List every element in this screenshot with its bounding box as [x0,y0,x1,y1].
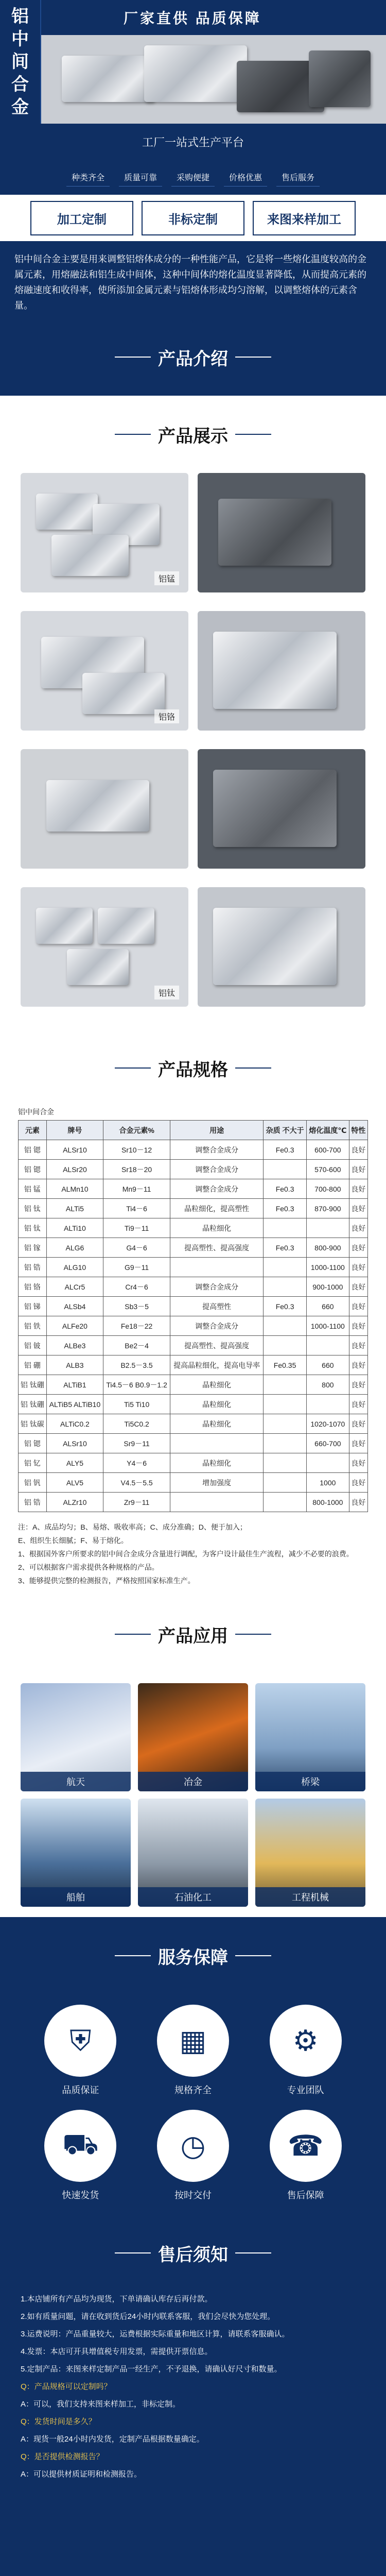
applications-heading: 产品应用 [115,1622,271,1647]
gallery-image [198,887,365,1007]
table-cell [264,1434,307,1453]
table-cell: 良好 [349,1199,367,1218]
table-row [19,1160,368,1179]
table-cell: 铝 锶 [19,1140,47,1160]
after-sales-notes [0,2284,386,2576]
table-row [19,1297,368,1316]
feature-tag: 价格优惠 [224,168,267,187]
after-sales-item: 5.定制产品：来图来样定制产品一经生产，不予退换，请确认好尺寸和数量。 [21,2365,282,2374]
hero-vertical-title: 铝 中 间 合 金 [0,0,41,124]
table-cell: 铝 铁 [19,1316,47,1336]
table-cell: ALTiB1 [46,1375,103,1395]
table-cell: Mn9－11 [103,1179,170,1199]
table-cell: ALV5 [46,1473,103,1493]
gallery-caption: 铝铬 [154,709,179,723]
table-cell: ALSr10 [46,1140,103,1160]
table-cell: 良好 [349,1453,367,1473]
after-sales-item: 2.如有质量问题，请在收到货后24小时内联系客服，我们会尽快为您处理。 [21,2312,275,2321]
table-cell [264,1218,307,1238]
table-cell: Zr9－11 [103,1493,170,1512]
spec-table-title: 铝中间合金 [18,1108,54,1116]
table-cell: Ti5C0.2 [103,1414,170,1434]
table-cell: 铝 铍 [19,1336,47,1355]
table-cell: 良好 [349,1160,367,1179]
table-cell: 良好 [349,1375,367,1395]
table-cell: 660 [306,1355,349,1375]
table-row [19,1395,368,1414]
table-cell: 良好 [349,1179,367,1199]
table-cell: 提高晶粒细化，提高电导率 [170,1355,264,1375]
faq-answer: A：可以，我们支持来图来样加工，非标定制。 [21,2400,181,2409]
table-cell [264,1160,307,1179]
table-cell [306,1453,349,1473]
gallery-heading: 产品展示 [115,422,271,447]
table-row [19,1140,368,1160]
table-cell: G9－11 [103,1258,170,1277]
table-cell: ALMn10 [46,1179,103,1199]
table-cell: 良好 [349,1238,367,1258]
table-cell: ALFe20 [46,1316,103,1336]
after-sales-heading-block [0,2222,386,2284]
faq-question: Q：是否提供检测报告？ [21,2452,104,2461]
headset-icon: ☎ [270,2110,342,2182]
table-cell: 良好 [349,1277,367,1297]
table-cell: 铝 钒 [19,1473,47,1493]
table-cell: 800-900 [306,1238,349,1258]
table-cell: ALSr20 [46,1160,103,1179]
table-cell: ALCr5 [46,1277,103,1297]
table-cell: Fe0.3 [264,1140,307,1160]
table-cell: 660 [306,1297,349,1316]
application-shipping: 船舶 [21,1799,131,1907]
table-cell: Ti4.5－6 B0.9－1.2 [103,1375,170,1395]
table-cell: ALSb4 [46,1297,103,1316]
table-cell: 良好 [349,1258,367,1277]
table-cell: 铝 硼 [19,1355,47,1375]
gallery-image [198,611,365,731]
table-cell: 铝 钛硼 [19,1375,47,1395]
table-header-row: 元素 牌号 合金元素% 用途 杂质 不大于 熔化温度℃ 特性 [19,1121,368,1140]
faq-question: Q：产品规格可以定制吗？ [21,2382,112,2391]
table-cell: 增加强度 [170,1473,264,1493]
table-cell: Ti5 Ti10 [103,1395,170,1414]
table-cell: 1000-1100 [306,1316,349,1336]
table-row [19,1218,368,1238]
table-cell: 调整合金成分 [170,1140,264,1160]
table-cell: 1000 [306,1473,349,1493]
hero-slogan: 厂家直供 品质保障 [124,10,261,26]
service-section [0,1994,386,2222]
table-cell: 调整合金成分 [170,1316,264,1336]
table-cell: 晶粒细化 [170,1395,264,1414]
applications-heading-block [0,1596,386,1673]
application-aerospace: 航天 [21,1683,131,1791]
service-item: ◷ 按时交付 [144,2110,243,2201]
table-cell: B2.5－3.5 [103,1355,170,1375]
feature-tag: 采购便捷 [171,168,215,187]
table-cell: 铝 铬 [19,1277,47,1297]
table-cell: 900-1000 [306,1277,349,1297]
service-heading: 服务保障 [115,1943,271,1969]
table-cell: Fe0.35 [264,1355,307,1375]
hero-product-photo [41,35,386,124]
table-row [19,1199,368,1218]
table-cell [170,1434,264,1453]
table-cell [264,1395,307,1414]
intro-heading-block [0,318,386,396]
hero-banner [0,0,386,124]
service-heading-block [0,1917,386,1994]
table-cell: Cr4－6 [103,1277,170,1297]
table-cell: 700-800 [306,1179,349,1199]
spec-table-body [19,1140,368,1512]
table-cell: 600-700 [306,1140,349,1160]
table-cell: 良好 [349,1493,367,1512]
drawing-sample-button[interactable]: 来图来样加工 [253,201,356,235]
intro-summary: 铝中间合金主要是用来调整铝熔体成分的一种性能产品，它是将一些熔化温度较高的金属元素，用熔融法和铝生成中间体，这种中间体的熔化温度显著降低，从而提高元素的熔融速度和收得率，使所添加金属元素与铝熔体形成均匀溶解，以调整熔体的元素含量。 [0,241,386,318]
table-cell [264,1493,307,1512]
table-cell: 调整合金成分 [170,1179,264,1199]
table-cell [306,1395,349,1414]
spec-notes: 注：A、成品均匀；B、易熔、吸收率高；C、成分准确；D、便于加入； E、组织生长细腻；F、易于熔化。 1、根据国外客户所要求的铝中间合金成分含量进行调配，为客户设计最佳生产流程，减少不必要的浪费。 2、可以根据客户需求提供各种规格的产品。 3、能够提供完整的检测报告，严格按照国家标准生产。 [18,1523,354,1585]
truck-icon: ⛟ [44,2110,116,2182]
table-cell [264,1277,307,1297]
table-cell: Y4－6 [103,1453,170,1473]
gallery-image [21,473,188,592]
feature-tags [0,160,386,195]
grid-icon: ▦ [157,2005,229,2077]
custom-processing-button[interactable]: 加工定制 [30,201,133,235]
gallery-image [198,473,365,592]
application-engineering-machinery: 工程机械 [255,1799,365,1907]
shield-icon: ⛨ [44,2005,116,2077]
table-cell: 良好 [349,1316,367,1336]
after-sales-heading: 售后须知 [115,2241,271,2266]
table-cell: 晶粒细化 [170,1218,264,1238]
gallery-image [21,887,188,1007]
table-cell: 良好 [349,1473,367,1493]
table-cell: 铝 锆 [19,1493,47,1512]
table-row [19,1277,368,1297]
table-row [19,1355,368,1375]
feature-tag: 售后服务 [276,168,320,187]
table-cell: 铝 锶 [19,1160,47,1179]
table-cell: 提高塑性 [170,1297,264,1316]
service-item: ⚙ 专业团队 [256,2005,355,2096]
faq-answer: A：现货一般24小时内发货，定制产品根据数量确定。 [21,2435,204,2444]
table-row [19,1473,368,1493]
gallery-caption: 铝钛 [154,986,179,999]
spec-heading: 产品规格 [115,1056,271,1081]
table-cell [264,1316,307,1336]
table-cell: 良好 [349,1297,367,1316]
after-sales-item: 1.本店铺所有产品均为现货，下单请确认库存后再付款。 [21,2295,213,2303]
application-bridge: 桥梁 [255,1683,365,1791]
table-cell: 800-1000 [306,1493,349,1512]
table-cell: 铝 锰 [19,1179,47,1199]
product-gallery [0,473,386,1029]
table-cell [306,1218,349,1238]
table-cell: 晶粒细化 [170,1414,264,1434]
service-item: ⛟ 快速发货 [31,2110,130,2201]
applications-grid [0,1673,386,1917]
table-cell: 铝 钛硼 [19,1395,47,1414]
table-cell: Ti9－11 [103,1218,170,1238]
table-cell: 调整合金成分 [170,1277,264,1297]
spec-table [18,1120,368,1512]
table-cell: ALSr10 [46,1434,103,1453]
feature-tag: 种类齐全 [66,168,110,187]
table-cell: 800 [306,1375,349,1395]
table-cell: 铝 锑 [19,1297,47,1316]
table-cell: G4－6 [103,1238,170,1258]
faq-answer: A：可以提供材质证明和检测报告。 [21,2470,142,2479]
feature-tag: 质量可靠 [119,168,162,187]
table-cell: 提高塑性、提高强度 [170,1336,264,1355]
table-row [19,1434,368,1453]
table-cell: Fe0.3 [264,1179,307,1199]
table-cell: 晶粒细化 [170,1453,264,1473]
gallery-heading-block [0,396,386,473]
table-cell [170,1493,264,1512]
table-row [19,1453,368,1473]
table-cell: 铝 钛 [19,1199,47,1218]
table-cell: ALBe3 [46,1336,103,1355]
nonstandard-custom-button[interactable]: 非标定制 [142,201,244,235]
table-cell: 1020-1070 [306,1414,349,1434]
table-cell: Ti4－6 [103,1199,170,1218]
table-cell [264,1453,307,1473]
gallery-image [198,749,365,869]
table-cell: ALTi10 [46,1218,103,1238]
gallery-caption: 铝锰 [154,571,179,585]
table-cell: Sr9－11 [103,1434,170,1453]
table-cell: ALG10 [46,1258,103,1277]
table-row [19,1316,368,1336]
table-cell: Be2－4 [103,1336,170,1355]
table-cell: Sr10－12 [103,1140,170,1160]
service-item: ☎ 售后保障 [256,2110,355,2201]
table-cell: ALG6 [46,1238,103,1258]
table-cell: 良好 [349,1395,367,1414]
application-metallurgy: 冶金 [138,1683,248,1791]
table-cell: 660-700 [306,1434,349,1453]
table-cell: ALTi5 [46,1199,103,1218]
table-cell: ALY5 [46,1453,103,1473]
table-cell [264,1414,307,1434]
table-cell: 晶粒细化，提高塑性 [170,1199,264,1218]
table-cell [264,1473,307,1493]
table-cell [306,1336,349,1355]
table-row [19,1179,368,1199]
table-row [19,1238,368,1258]
table-row [19,1493,368,1512]
table-cell: 良好 [349,1218,367,1238]
table-row [19,1414,368,1434]
table-cell [170,1258,264,1277]
table-cell: 良好 [349,1434,367,1453]
after-sales-item: 4.发票：本店可开具增值税专用发票，需提供开票信息。 [21,2347,213,2356]
table-cell: V4.5－5.5 [103,1473,170,1493]
service-item: ⛨ 品质保证 [31,2005,130,2096]
team-icon: ⚙ [270,2005,342,2077]
table-cell: 铝 钛碳 [19,1414,47,1434]
table-cell: 铝 镓 [19,1238,47,1258]
spec-heading-block [0,1029,386,1107]
table-cell: ALTiB5 ALTiB10 [46,1395,103,1414]
faq-question: Q：发货时间是多久？ [21,2417,96,2426]
table-cell: Fe0.3 [264,1297,307,1316]
service-buttons [0,195,386,241]
table-cell [264,1375,307,1395]
table-row [19,1375,368,1395]
table-cell: ALTiC0.2 [46,1414,103,1434]
table-row [19,1336,368,1355]
table-cell: 良好 [349,1355,367,1375]
service-item: ▦ 规格齐全 [144,2005,243,2096]
gallery-image [21,611,188,731]
gallery-image [21,749,188,869]
after-sales-item: 3.运费说明：产品重量较大，运费根据实际重量和地区计算，请联系客服确认。 [21,2330,290,2338]
table-cell: Fe18－22 [103,1316,170,1336]
clock-icon: ◷ [157,2110,229,2182]
table-row [19,1258,368,1277]
table-cell [264,1258,307,1277]
table-cell: 晶粒细化 [170,1375,264,1395]
application-petrochemical: 石油化工 [138,1799,248,1907]
intro-heading: 产品介绍 [115,345,271,370]
table-cell: 1000-1100 [306,1258,349,1277]
table-cell: 铝 钛 [19,1218,47,1238]
table-cell: Sb3－5 [103,1297,170,1316]
table-cell: 良好 [349,1414,367,1434]
table-cell: ALB3 [46,1355,103,1375]
table-cell: Fe0.3 [264,1238,307,1258]
table-cell: Sr18－20 [103,1160,170,1179]
table-cell: 870-900 [306,1199,349,1218]
table-cell: 良好 [349,1140,367,1160]
platform-band: 工厂一站式生产平台 [0,124,386,160]
table-cell: 570-600 [306,1160,349,1179]
table-cell: 调整合金成分 [170,1160,264,1179]
table-cell [264,1336,307,1355]
table-cell: 铝 锆 [19,1258,47,1277]
table-cell: 铝 钇 [19,1453,47,1473]
table-cell: 良好 [349,1336,367,1355]
table-cell: Fe0.3 [264,1199,307,1218]
table-cell: 铝 锶 [19,1434,47,1453]
table-cell: 提高塑性、提高强度 [170,1238,264,1258]
table-cell: ALZr10 [46,1493,103,1512]
